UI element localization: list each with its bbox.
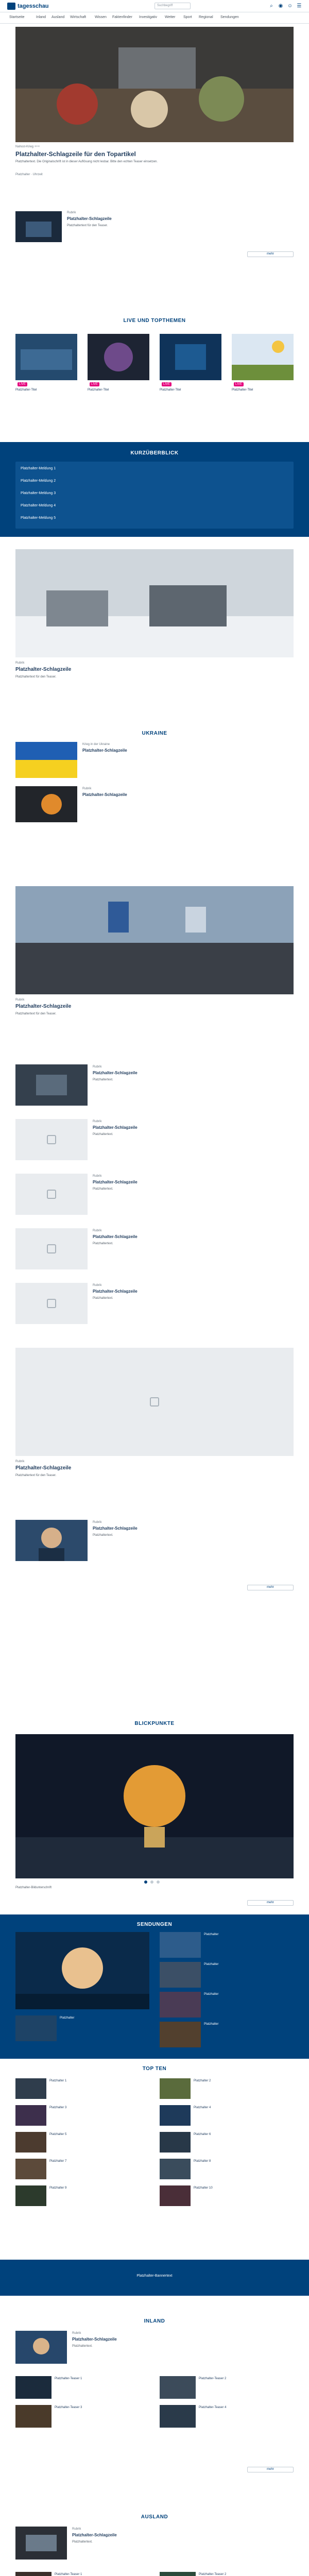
topten-thumb[interactable] xyxy=(160,2159,191,2179)
logo-text: tagesschau xyxy=(18,3,49,9)
ausland-lead-headline[interactable]: Platzhalter-Schlagzeile xyxy=(72,2533,117,2537)
topten-title[interactable]: Platzhalter 1 xyxy=(49,2079,67,2082)
ukraine-image[interactable] xyxy=(15,786,77,822)
live-card-title[interactable]: Platzhalter-Titel xyxy=(15,388,37,392)
image-icon xyxy=(150,1397,159,1406)
kurzueberblick-band xyxy=(0,442,309,537)
list-image-placeholder[interactable] xyxy=(15,1228,88,1269)
inland-title[interactable]: Platzhalter-Teaser 2 xyxy=(199,2377,227,2380)
blickpunkte-caption: Platzhalter-Bildunterschrift xyxy=(15,1886,52,1889)
topten-thumb[interactable] xyxy=(160,2132,191,2153)
section-title-ukraine: UKRAINE xyxy=(142,731,167,736)
ukraine-headline[interactable]: Platzhalter-Schlagzeile xyxy=(82,748,127,753)
topten-title[interactable]: Platzhalter 9 xyxy=(49,2187,67,2190)
article-image[interactable] xyxy=(15,886,294,994)
section-title-sendungen: SENDUNGEN xyxy=(136,1922,173,1927)
article-text: Platzhaltertext für den Teaser. xyxy=(15,675,57,679)
kurz-list xyxy=(15,462,294,529)
list-kicker: Rubrik xyxy=(93,1175,102,1178)
kurz-item[interactable]: Platzhalter-Meldung 1 xyxy=(21,467,56,470)
hero-kicker: Nahost-Krieg +++ xyxy=(15,145,40,148)
article-text: Platzhaltertext für den Teaser. xyxy=(15,1012,57,1015)
list-headline[interactable]: Platzhalter-Schlagzeile xyxy=(93,1071,138,1075)
list-kicker: Rubrik xyxy=(93,1120,102,1123)
topten-thumb[interactable] xyxy=(160,2078,191,2099)
sendung-title[interactable]: Platzhalter xyxy=(204,1933,219,1936)
sendung-thumb[interactable] xyxy=(160,1932,201,1958)
nav-link[interactable]: Sport xyxy=(183,15,192,19)
list-image-placeholder[interactable] xyxy=(15,1283,88,1324)
ausland-lead-image[interactable] xyxy=(15,2527,67,2560)
radio-icon[interactable]: ◉ xyxy=(278,3,283,9)
sendung-title[interactable]: Platzhalter xyxy=(204,1963,219,1966)
list-text: Platzhaltertext. xyxy=(93,1297,113,1300)
topten-thumb[interactable] xyxy=(15,2078,46,2099)
list-text: Platzhaltertext. xyxy=(93,1078,113,1081)
topten-thumb[interactable] xyxy=(15,2132,46,2153)
article-kicker: Rubrik xyxy=(15,1460,25,1463)
topten-title[interactable]: Platzhalter 5 xyxy=(49,2133,67,2136)
teaser-image[interactable] xyxy=(15,211,62,242)
article-headline[interactable]: Platzhalter-Schlagzeile xyxy=(15,1465,72,1471)
list-kicker: Rubrik xyxy=(93,1521,102,1524)
live-badge: LIVE xyxy=(162,382,171,386)
hero-headline[interactable]: Platzhalter-Schlagzeile für den Topartikel xyxy=(15,150,136,158)
list-headline[interactable]: Platzhalter-Schlagzeile xyxy=(93,1234,138,1239)
article-kicker: Rubrik xyxy=(15,662,25,665)
section-title-kurz: KURZÜBERBLICK xyxy=(130,450,179,456)
hero-text: Platzhaltertext. Die Originalschrift ist in dieser Auflösung nicht lesbar. Bitte den echten Teaser einsetzen. xyxy=(15,160,158,163)
live-badge: LIVE xyxy=(90,382,99,386)
inland-thumb[interactable] xyxy=(15,2405,52,2428)
list-headline[interactable]: Platzhalter-Schlagzeile xyxy=(93,1526,138,1531)
topten-thumb[interactable] xyxy=(15,2105,46,2126)
ausland-lead-text: Platzhaltertext. xyxy=(72,2540,93,2544)
list-text: Platzhaltertext. xyxy=(93,1534,113,1537)
kurz-item[interactable]: Platzhalter-Meldung 2 xyxy=(21,479,56,483)
nav-link[interactable]: Faktenfinder xyxy=(112,15,132,19)
nav-link[interactable]: Wirtschaft xyxy=(70,15,87,19)
nav-link[interactable]: Wissen xyxy=(95,15,107,19)
topten-title[interactable]: Platzhalter 4 xyxy=(194,2106,211,2109)
top-icons xyxy=(268,3,304,10)
nav-link[interactable]: Startseite xyxy=(9,15,25,19)
inland-lead-image[interactable] xyxy=(15,2331,67,2364)
kurz-item[interactable]: Platzhalter-Meldung 3 xyxy=(21,492,56,495)
inland-title[interactable]: Platzhalter-Teaser 1 xyxy=(55,2377,82,2380)
list-image[interactable] xyxy=(15,1520,88,1561)
section-title-topten: TOP TEN xyxy=(142,2066,167,2072)
nav-link[interactable]: Sendungen xyxy=(220,15,239,19)
blickpunkte-image[interactable] xyxy=(15,1734,294,1878)
live-badge: LIVE xyxy=(234,382,244,386)
ausland-thumb[interactable] xyxy=(15,2572,52,2576)
live-card-title[interactable]: Platzhalter-Titel xyxy=(88,388,109,392)
list-headline[interactable]: Platzhalter-Schlagzeile xyxy=(93,1180,138,1184)
section-title-live: LIVE UND TOPTHEMEN xyxy=(123,318,186,324)
inland-lead-text: Platzhaltertext. xyxy=(72,2345,93,2348)
inland-thumb[interactable] xyxy=(15,2376,52,2399)
image-icon xyxy=(47,1244,56,1253)
sendung-feature-image[interactable] xyxy=(15,1932,149,2009)
more-button[interactable]: mehr xyxy=(247,2467,294,2472)
more-button[interactable]: mehr xyxy=(247,251,294,257)
topten-title[interactable]: Platzhalter 8 xyxy=(194,2160,211,2163)
nav-link[interactable]: Wetter xyxy=(165,15,176,19)
ukraine-kicker: Krieg in der Ukraine xyxy=(82,743,110,746)
image-icon xyxy=(47,1299,56,1308)
inland-title[interactable]: Platzhalter-Teaser 3 xyxy=(55,2406,82,2409)
nav-link[interactable]: Regional xyxy=(199,15,213,19)
article-headline[interactable]: Platzhalter-Schlagzeile xyxy=(15,1004,72,1009)
ausland-lead-kicker: Rubrik xyxy=(72,2528,81,2531)
sendung-title[interactable]: Platzhalter xyxy=(60,2016,75,2020)
menu-icon[interactable]: ☰ xyxy=(297,3,302,9)
ukraine-image[interactable] xyxy=(15,742,77,778)
nav-link[interactable]: Investigativ xyxy=(139,15,158,19)
topten-thumb[interactable] xyxy=(15,2185,46,2206)
info-banner xyxy=(0,2260,309,2296)
carousel-dot[interactable] xyxy=(157,1880,160,1884)
article-image-placeholder[interactable] xyxy=(15,1348,294,1456)
inland-thumb[interactable] xyxy=(160,2405,196,2428)
list-text: Platzhaltertext. xyxy=(93,1242,113,1245)
list-headline[interactable]: Platzhalter-Schlagzeile xyxy=(93,1289,138,1294)
nav-link[interactable]: Ausland xyxy=(52,15,65,19)
carousel-dot[interactable] xyxy=(150,1880,153,1884)
sendung-thumb[interactable] xyxy=(15,2015,57,2041)
sendung-title[interactable]: Platzhalter xyxy=(204,2023,219,2026)
nav-link[interactable]: Inland xyxy=(36,15,46,19)
sendung-thumb[interactable] xyxy=(160,2022,201,2047)
live-badge: LIVE xyxy=(18,382,27,386)
info-banner-text[interactable]: Platzhalter-Bannertext xyxy=(136,2274,173,2278)
search-icon[interactable]: ⌕ xyxy=(270,3,273,9)
article-kicker: Rubrik xyxy=(15,998,25,1002)
live-card-title[interactable]: Platzhalter-Titel xyxy=(160,388,181,392)
live-card-image[interactable] xyxy=(232,334,294,380)
inland-thumb[interactable] xyxy=(160,2376,196,2399)
teaser-headline[interactable]: Platzhalter-Schlagzeile xyxy=(67,216,112,221)
image-icon xyxy=(47,1190,56,1199)
teaser-text: Platzhaltertext für den Teaser. xyxy=(67,224,108,227)
list-kicker: Rubrik xyxy=(93,1229,102,1232)
topten-thumb[interactable] xyxy=(160,2185,191,2206)
topten-title[interactable]: Platzhalter 3 xyxy=(49,2106,67,2109)
sendung-thumb[interactable] xyxy=(160,1962,201,1988)
inland-lead-kicker: Rubrik xyxy=(72,2332,81,2335)
kurz-item[interactable]: Platzhalter-Meldung 4 xyxy=(21,504,56,507)
topten-thumb[interactable] xyxy=(15,2159,46,2179)
ausland-title[interactable]: Platzhalter-Teaser 2 xyxy=(199,2573,227,2576)
carousel-dot[interactable] xyxy=(144,1880,147,1884)
list-text: Platzhaltertext. xyxy=(93,1133,113,1136)
topten-title[interactable]: Platzhalter 6 xyxy=(194,2133,211,2136)
hero-meta: Platzhalter · Uhrzeit xyxy=(15,173,43,176)
list-text: Platzhaltertext. xyxy=(93,1188,113,1191)
sendung-thumb[interactable] xyxy=(160,1992,201,2018)
ukraine-kicker: Rubrik xyxy=(82,787,92,790)
image-icon xyxy=(47,1135,56,1144)
list-image-placeholder[interactable] xyxy=(15,1119,88,1160)
list-kicker: Rubrik xyxy=(93,1284,102,1287)
live-card-image[interactable] xyxy=(160,334,221,380)
live-card-image[interactable] xyxy=(88,334,149,380)
teaser-kicker: Rubrik xyxy=(67,211,76,214)
kurz-item[interactable]: Platzhalter-Meldung 5 xyxy=(21,516,56,520)
search-input[interactable]: Suchbegriff xyxy=(154,3,191,9)
ukraine-headline[interactable]: Platzhalter-Schlagzeile xyxy=(82,792,127,797)
section-title-inland: INLAND xyxy=(144,2318,165,2324)
section-title-ausland: AUSLAND xyxy=(141,2514,168,2520)
article-text: Platzhaltertext für den Teaser. xyxy=(15,1474,57,1477)
inland-title[interactable]: Platzhalter-Teaser 4 xyxy=(199,2406,227,2409)
list-image[interactable] xyxy=(15,1064,88,1106)
top-bar xyxy=(0,0,309,12)
section-title-blickpunkte: BLICKPUNKTE xyxy=(134,1721,175,1726)
live-card-image[interactable] xyxy=(15,334,77,380)
main-nav xyxy=(0,12,309,24)
ausland-title[interactable]: Platzhalter-Teaser 1 xyxy=(55,2573,82,2576)
more-button[interactable]: mehr xyxy=(247,1585,294,1590)
article-headline[interactable]: Platzhalter-Schlagzeile xyxy=(15,667,72,672)
article-image[interactable] xyxy=(15,549,294,657)
hero-image[interactable] xyxy=(15,27,294,142)
topten-thumb[interactable] xyxy=(160,2105,191,2126)
list-kicker: Rubrik xyxy=(93,1065,102,1069)
live-card-title[interactable]: Platzhalter-Titel xyxy=(232,388,253,392)
user-icon[interactable]: ☺ xyxy=(287,3,293,9)
ausland-thumb[interactable] xyxy=(160,2572,196,2576)
sendung-title[interactable]: Platzhalter xyxy=(204,1993,219,1996)
list-headline[interactable]: Platzhalter-Schlagzeile xyxy=(93,1125,138,1130)
topten-title[interactable]: Platzhalter 7 xyxy=(49,2160,67,2163)
list-image-placeholder[interactable] xyxy=(15,1174,88,1215)
inland-lead-headline[interactable]: Platzhalter-Schlagzeile xyxy=(72,2337,117,2342)
logo-mark xyxy=(7,3,15,10)
sendungen-band xyxy=(0,1914,309,2059)
more-button[interactable]: mehr xyxy=(247,1900,294,1906)
topten-title[interactable]: Platzhalter 10 xyxy=(194,2187,213,2190)
logo[interactable] xyxy=(7,3,49,10)
topten-title[interactable]: Platzhalter 2 xyxy=(194,2079,211,2082)
